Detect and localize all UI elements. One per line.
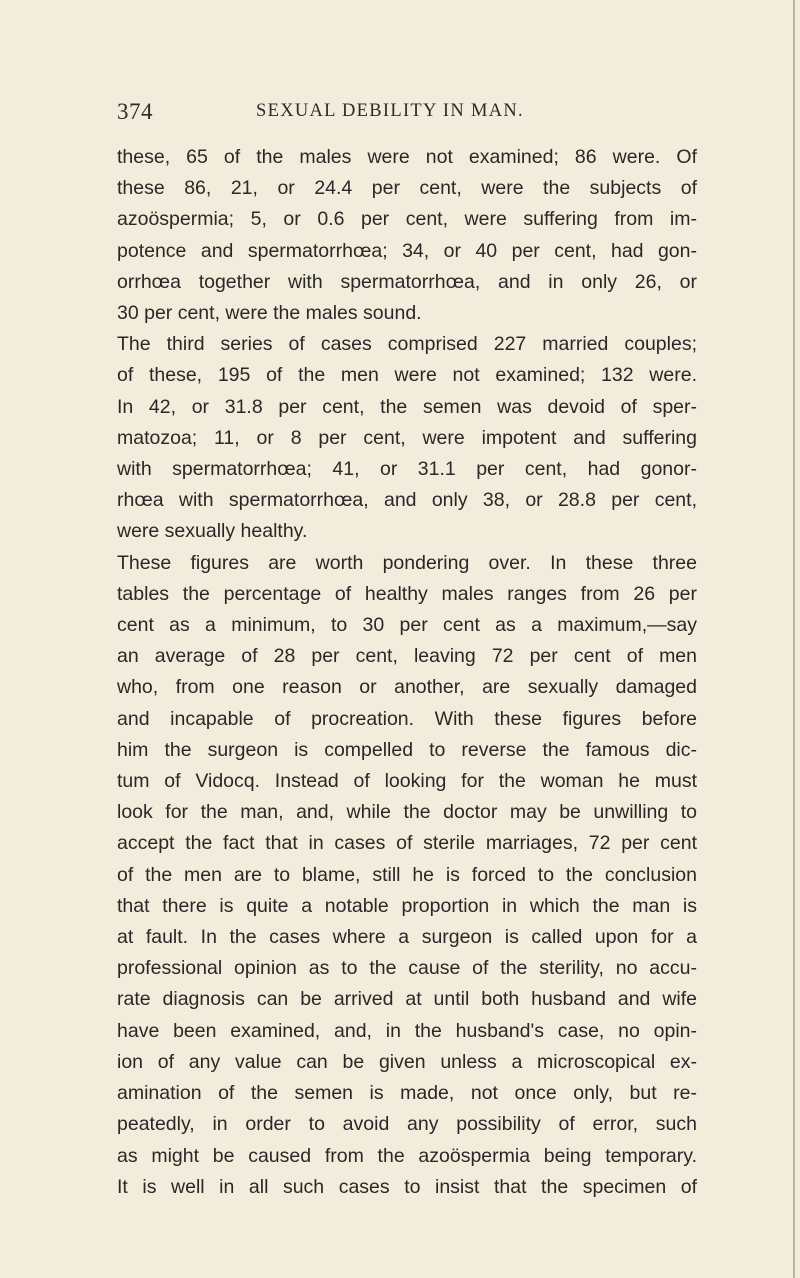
page-header: [117, 99, 707, 129]
text-line: 30 per cent, were the males sound.: [117, 302, 422, 325]
text-line: rhœa with spermatorrhœa, and only 38, or 28.8 per cent,: [117, 489, 697, 512]
text-line: potence and spermatorrhœa; 34, or 40 per cent, had gon-: [117, 239, 697, 262]
text-line: amination of the semen is made, not once only, but re-: [117, 1082, 697, 1105]
text-line: that there is quite a notable proportion in which the man is: [117, 894, 697, 917]
text-line: of these, 195 of the men were not examined; 132 were.: [117, 364, 697, 387]
text-line: as might be caused from the azoöspermia being temporary.: [117, 1144, 697, 1167]
text-line: tum of Vidocq. Instead of looking for the woman he must: [117, 770, 697, 793]
text-line: professional opinion as to the cause of the sterility, no accu-: [117, 957, 697, 980]
text-line: accept the fact that in cases of sterile marriages, 72 per cent: [117, 832, 697, 855]
text-line: of the men are to blame, still he is forced to the conclusion: [117, 863, 697, 886]
text-line: these 86, 21, or 24.4 per cent, were the subjects of: [117, 177, 697, 200]
text-line: azoöspermia; 5, or 0.6 per cent, were suffering from im-: [117, 208, 697, 231]
text-line: tables the percentage of healthy males ranges from 26 per: [117, 582, 697, 605]
text-line: these, 65 of the males were not examined; 86 were. Of: [117, 146, 697, 168]
text-line: In 42, or 31.8 per cent, the semen was devoid of sper-: [117, 395, 697, 418]
text-line: an average of 28 per cent, leaving 72 per cent of men: [117, 645, 697, 668]
body-text: [117, 142, 697, 1203]
text-line: who, from one reason or another, are sexually damaged: [117, 676, 697, 699]
text-line: The third series of cases comprised 227 married couples;: [117, 333, 697, 356]
text-line: cent as a minimum, to 30 per cent as a maximum,—say: [117, 614, 697, 637]
page-edge-line: [793, 0, 795, 1278]
text-line: with spermatorrhœa; 41, or 31.1 per cent, had gonor-: [117, 458, 697, 481]
text-line: were sexually healthy.: [117, 520, 308, 543]
text-line: matozoa; 11, or 8 per cent, were impotent and suffering: [117, 426, 697, 449]
text-line: look for the man, and, while the doctor may be unwilling to: [117, 801, 697, 824]
text-line: peatedly, in order to avoid any possibility of error, such: [117, 1113, 697, 1136]
text-line: him the surgeon is compelled to reverse the famous dic-: [117, 738, 697, 761]
page-number: 374: [117, 99, 153, 124]
text-line: These figures are worth pondering over. In these three: [117, 551, 697, 574]
text-line: orrhœa together with spermatorrhœa, and in only 26, or: [117, 270, 697, 293]
text-line: It is well in all such cases to insist that the specimen of: [117, 1175, 697, 1198]
running-head: SEXUAL DEBILITY IN MAN.: [256, 101, 524, 121]
text-line: rate diagnosis can be arrived at until both husband and wife: [117, 988, 697, 1011]
text-line: and incapable of procreation. With these figures before: [117, 707, 697, 730]
text-line: have been examined, and, in the husband's case, no opin-: [117, 1019, 697, 1042]
text-line: at fault. In the cases where a surgeon is called upon for a: [117, 926, 697, 949]
text-line: ion of any value can be given unless a microscopical ex-: [117, 1050, 697, 1073]
